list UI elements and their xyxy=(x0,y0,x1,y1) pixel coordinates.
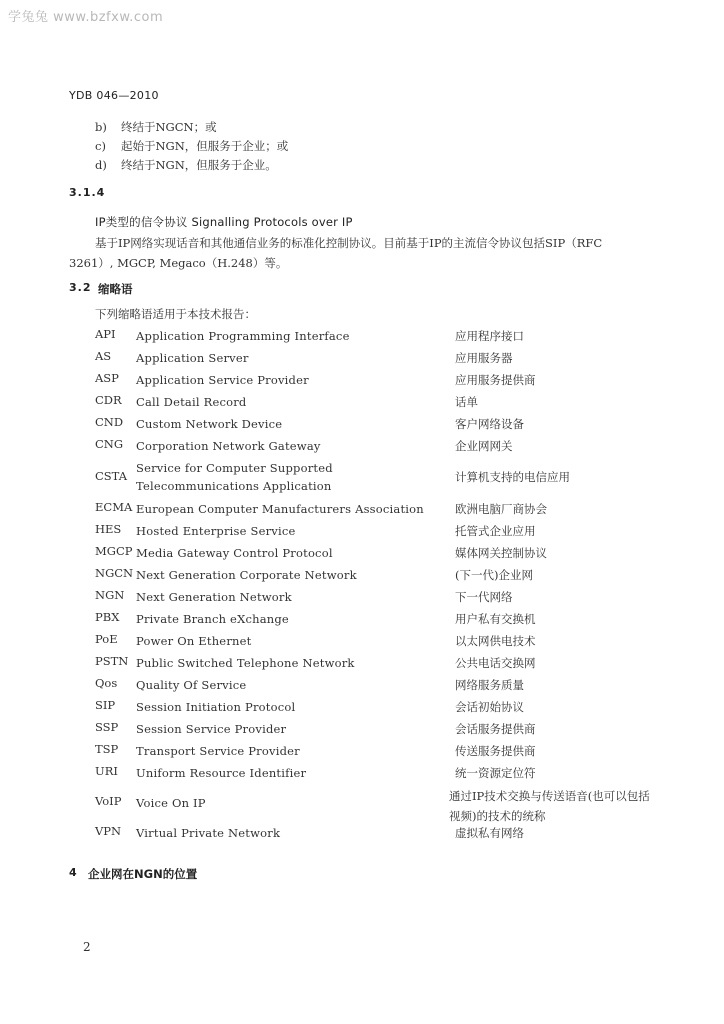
abbreviation-intro: 下列缩略语适用于本技术报告： xyxy=(95,307,256,321)
term-title: IP类型的信令协议 Signalling Protocols over IP xyxy=(95,215,353,229)
list-marker: c) xyxy=(95,139,106,153)
abbreviation-code: NGN xyxy=(95,588,125,602)
abbreviation-full-name: Application Server xyxy=(136,351,249,365)
abbreviation-full-name: Custom Network Device xyxy=(136,417,283,431)
abbreviation-full-name: Voice On IP xyxy=(136,796,206,810)
abbreviation-full-name: Quality Of Service xyxy=(136,678,247,692)
abbreviation-code: ASP xyxy=(95,371,119,385)
abbreviation-full-name: Private Branch eXchange xyxy=(136,612,289,626)
abbreviation-code: HES xyxy=(95,522,122,536)
abbreviation-code: PSTN xyxy=(95,654,129,668)
abbreviation-chinese: 会话初始协议 xyxy=(455,700,524,714)
abbreviation-chinese: (下一代)企业网 xyxy=(455,568,533,582)
abbreviation-chinese: 客户网络设备 xyxy=(455,417,524,431)
abbreviation-code: API xyxy=(95,327,116,341)
section-number-3-2: 3.2 xyxy=(69,281,92,294)
abbreviation-code: ECMA xyxy=(95,500,133,514)
abbreviation-full-name: Corporation Network Gateway xyxy=(136,439,321,453)
term-definition: 基于IP网络实现话音和其他通信业务的标准化控制协议。目前基于IP的主流信令协议包括SIP（RFC 3261）, MGCP, Megaco（H.248）等。 xyxy=(69,236,603,270)
abbreviation-full-name: Application Service Provider xyxy=(136,373,309,387)
abbreviation-code: PoE xyxy=(95,632,118,646)
abbreviation-code: CDR xyxy=(95,393,122,407)
abbreviation-full-name: Service for Computer Supported Telecommunications Application xyxy=(136,461,333,493)
abbreviation-code: VPN xyxy=(95,824,122,838)
abbreviation-full-name: Hosted Enterprise Service xyxy=(136,524,296,538)
section-number-4: 4 xyxy=(69,866,78,879)
section-number-3-1-4: 3.1.4 xyxy=(69,186,106,199)
abbreviation-chinese: 通过IP技术交换与传送语音(也可以包括视频)的技术的统称 xyxy=(449,789,650,823)
section-title-3-2: 缩略语 xyxy=(98,282,133,296)
abbreviation-chinese: 用户私有交换机 xyxy=(455,612,536,626)
abbreviation-chinese: 应用服务提供商 xyxy=(455,373,536,387)
abbreviation-chinese: 公共电话交换网 xyxy=(455,656,536,670)
abbreviation-chinese: 虚拟私有网络 xyxy=(455,826,524,840)
abbreviation-full-name: Virtual Private Network xyxy=(136,826,281,840)
abbreviation-full-name: Uniform Resource Identifier xyxy=(136,766,307,780)
list-text: 起始于NGN，但服务于企业；或 xyxy=(121,139,289,153)
abbreviation-chinese: 应用程序接口 xyxy=(455,329,524,343)
standard-code: YDB 046—2010 xyxy=(69,89,159,102)
abbreviation-code: PBX xyxy=(95,610,120,624)
abbreviation-chinese: 下一代网络 xyxy=(455,590,513,604)
abbreviation-chinese: 计算机支持的电信应用 xyxy=(455,470,570,484)
abbreviation-code: AS xyxy=(95,349,112,363)
list-text: 终结于NGN，但服务于企业。 xyxy=(121,158,277,172)
abbreviation-chinese: 会话服务提供商 xyxy=(455,722,536,736)
abbreviation-code: CNG xyxy=(95,437,124,451)
page-number: 2 xyxy=(83,940,91,954)
abbreviation-chinese: 传送服务提供商 xyxy=(455,744,536,758)
list-item xyxy=(95,119,217,135)
abbreviation-chinese: 应用服务器 xyxy=(455,351,513,365)
abbreviation-code: SIP xyxy=(95,698,116,712)
abbreviation-chinese: 网络服务质量 xyxy=(455,678,524,692)
abbreviation-full-name: Next Generation Network xyxy=(136,590,292,604)
abbreviation-code: CSTA xyxy=(95,469,128,483)
abbreviation-full-name: Media Gateway Control Protocol xyxy=(136,546,333,560)
abbreviation-full-name: Transport Service Provider xyxy=(136,744,300,758)
abbreviation-chinese: 欧洲电脑厂商协会 xyxy=(455,502,547,516)
abbreviation-full-name: Session Service Provider xyxy=(136,722,287,736)
abbreviation-code: Qos xyxy=(95,676,118,690)
abbreviation-code: URI xyxy=(95,764,118,778)
abbreviation-code: MGCP xyxy=(95,544,133,558)
list-text: 终结于NGCN；或 xyxy=(121,120,217,134)
abbreviation-full-name: Power On Ethernet xyxy=(136,634,252,648)
section-title-4: 企业网在NGN的位置 xyxy=(88,867,198,881)
list-item xyxy=(95,157,277,173)
abbreviation-full-name: Application Programming Interface xyxy=(136,329,350,343)
list-marker: d) xyxy=(95,158,107,172)
watermark: 学兔兔 www.bzfxw.com xyxy=(8,10,164,25)
abbreviation-chinese: 企业网网关 xyxy=(455,439,513,453)
abbreviation-chinese: 话单 xyxy=(455,395,478,409)
abbreviation-chinese: 以太网供电技术 xyxy=(455,634,536,648)
abbreviation-full-name: Next Generation Corporate Network xyxy=(136,568,357,582)
list-item xyxy=(95,138,288,154)
abbreviation-full-name: Call Detail Record xyxy=(136,395,247,409)
abbreviation-chinese: 媒体网关控制协议 xyxy=(455,546,547,560)
abbreviation-full-name: Session Initiation Protocol xyxy=(136,700,296,714)
abbreviation-full-name: Public Switched Telephone Network xyxy=(136,656,355,670)
abbreviation-code: TSP xyxy=(95,742,119,756)
list-marker: b) xyxy=(95,120,107,134)
abbreviation-chinese: 统一资源定位符 xyxy=(455,766,536,780)
abbreviation-code: VoIP xyxy=(95,794,122,808)
abbreviation-full-name: European Computer Manufacturers Association xyxy=(136,502,424,516)
abbreviation-code: NGCN xyxy=(95,566,134,580)
abbreviation-code: SSP xyxy=(95,720,119,734)
abbreviation-code: CND xyxy=(95,415,124,429)
abbreviation-chinese: 托管式企业应用 xyxy=(455,524,536,538)
